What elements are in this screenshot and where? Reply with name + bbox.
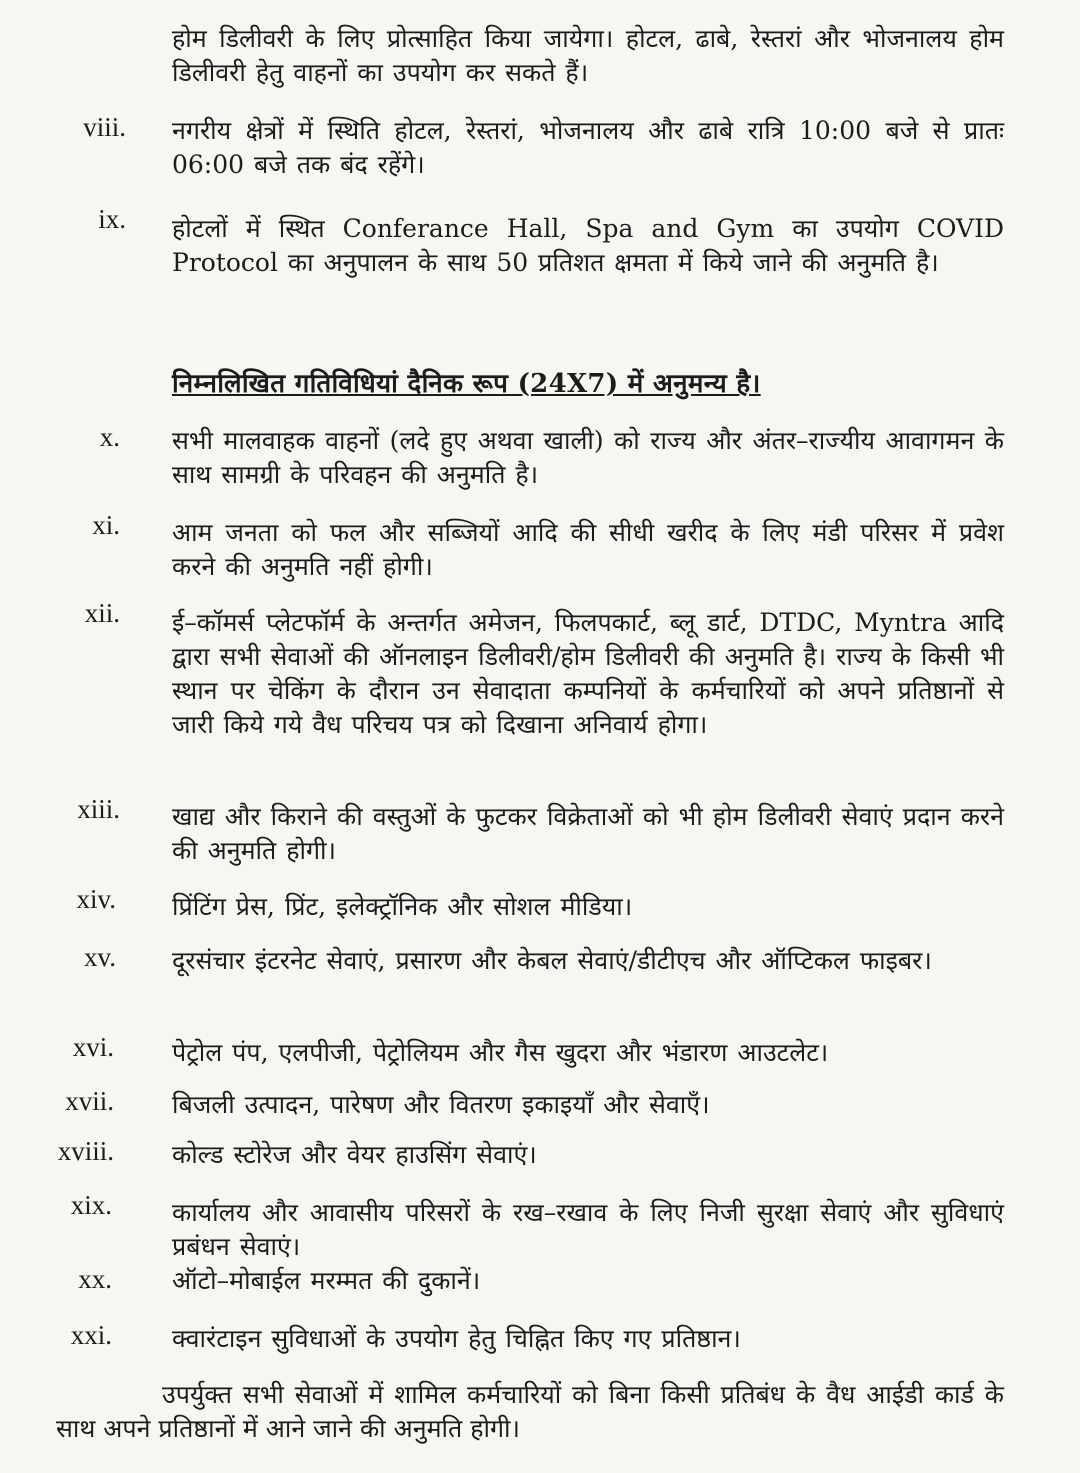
- item-text: पेट्रोल पंप, एलपीजी, पेट्रोलियम और गैस खुदरा और भंडारण आउटलेट।: [172, 1038, 829, 1067]
- item-number: xvi.: [72, 1032, 114, 1062]
- item-number: xiii.: [77, 794, 120, 824]
- item-number: viii.: [83, 112, 126, 142]
- item-text: आम जनता को फल और सब्जियों आदि की सीधी खरीद के लिए मंडी परिसर में प्रवेश करने की अनुमति नहीं होगी।: [172, 518, 1004, 581]
- item-text: कार्यालय और आवासीय परिसरों के रख–रखाव के लिए निजी सुरक्षा सेवाएं और सुविधाएं प्रबंधन सेवाएं।: [172, 1198, 1004, 1261]
- item-number: xxi.: [70, 1320, 112, 1350]
- section-heading: निम्नलिखित गतिविधियां दैनिक रूप (24X7) में अनुमन्य है।: [172, 369, 761, 399]
- item-text: क्वारंटाइन सुविधाओं के उपयोग हेतु चिह्नित किए गए प्रतिष्ठान।: [172, 1324, 741, 1353]
- item-text: नगरीय क्षेत्रों में स्थिति होटल, रेस्तरां, भोजनालय और ढाबे रात्रि 10:00 बजे से प्रातः 06:00 बजे तक बंद रहेंगे।: [172, 116, 1004, 179]
- item-number: xv.: [84, 942, 116, 972]
- item-number: xiv.: [76, 884, 116, 914]
- item-number: xviii.: [57, 1136, 114, 1166]
- closing-paragraph: उपर्युक्त सभी सेवाओं में शामिल कर्मचारियों को बिना किसी प्रतिबंध के वैध आईडी कार्ड के साथ अपने प्रतिष्ठानों में आने जाने की अनुमति होगी।: [56, 1380, 1004, 1443]
- item-number: xix.: [70, 1190, 112, 1220]
- item-number: xii.: [84, 598, 120, 628]
- item-text: सभी मालवाहक वाहनों (लदे हुए अथवा खाली) को राज्य और अंतर–राज्यीय आवागमन के साथ सामग्री के परिवहन की अनुमति है।: [172, 426, 1004, 489]
- item-text: ई–कॉमर्स प्लेटफॉर्म के अन्तर्गत अमेजन, फिलपकार्ट, ब्लू डार्ट, DTDC, Myntra आदि द्वारा सभी सेवाओं की ऑनलाइन डिलीवरी/होम डिलीवरी की अनुमति है। राज्य के किसी भी स्थान पर चेकिंग के दौरान उन सेवादाता कम्पनियों के कर्मचारियों को अपने प्रतिष्ठानों से जारी किये गये वैध परिचय पत्र को दिखाना अनिवार्य होगा।: [172, 608, 1004, 739]
- item-text: प्रिंटिंग प्रेस, प्रिंट, इलेक्ट्रॉनिक और सोशल मीडिया।: [172, 892, 633, 921]
- item-number: x.: [99, 422, 120, 452]
- item-text: दूरसंचार इंटरनेट सेवाएं, प्रसारण और केबल सेवाएं/डीटीएच और ऑप्टिकल फाइबर।: [172, 946, 932, 975]
- item-number: ix.: [98, 204, 126, 234]
- item-number: xvii.: [65, 1086, 114, 1116]
- item-number: xi.: [92, 510, 120, 540]
- item-text: कोल्ड स्टोरेज और वेयर हाउसिंग सेवाएं।: [172, 1140, 537, 1169]
- item-text: ऑटो–मोबाईल मरम्मत की दुकानें।: [172, 1266, 481, 1295]
- item-text: होटलों में स्थित Conferance Hall, Spa and Gym का उपयोग COVID Protocol का अनुपालन के साथ 50 प्रतिशत क्षमता में किये जाने की अनुमति है।: [172, 214, 1004, 277]
- item-number: xx.: [78, 1264, 112, 1294]
- item-text: खाद्य और किराने की वस्तुओं के फुटकर विक्रेताओं को भी होम डिलीवरी सेवाएं प्रदान करने की अनुमति होगी।: [172, 802, 1004, 865]
- intro-paragraph: होम डिलीवरी के लिए प्रोत्साहित किया जायेगा। होटल, ढाबे, रेस्तरां और भोजनालय होम डिलीवरी हेतु वाहनों का उपयोग कर सकते हैं।: [172, 24, 1004, 87]
- item-text: बिजली उत्पादन, पारेषण और वितरण इकाइयाँ और सेवाएँ।: [172, 1090, 710, 1119]
